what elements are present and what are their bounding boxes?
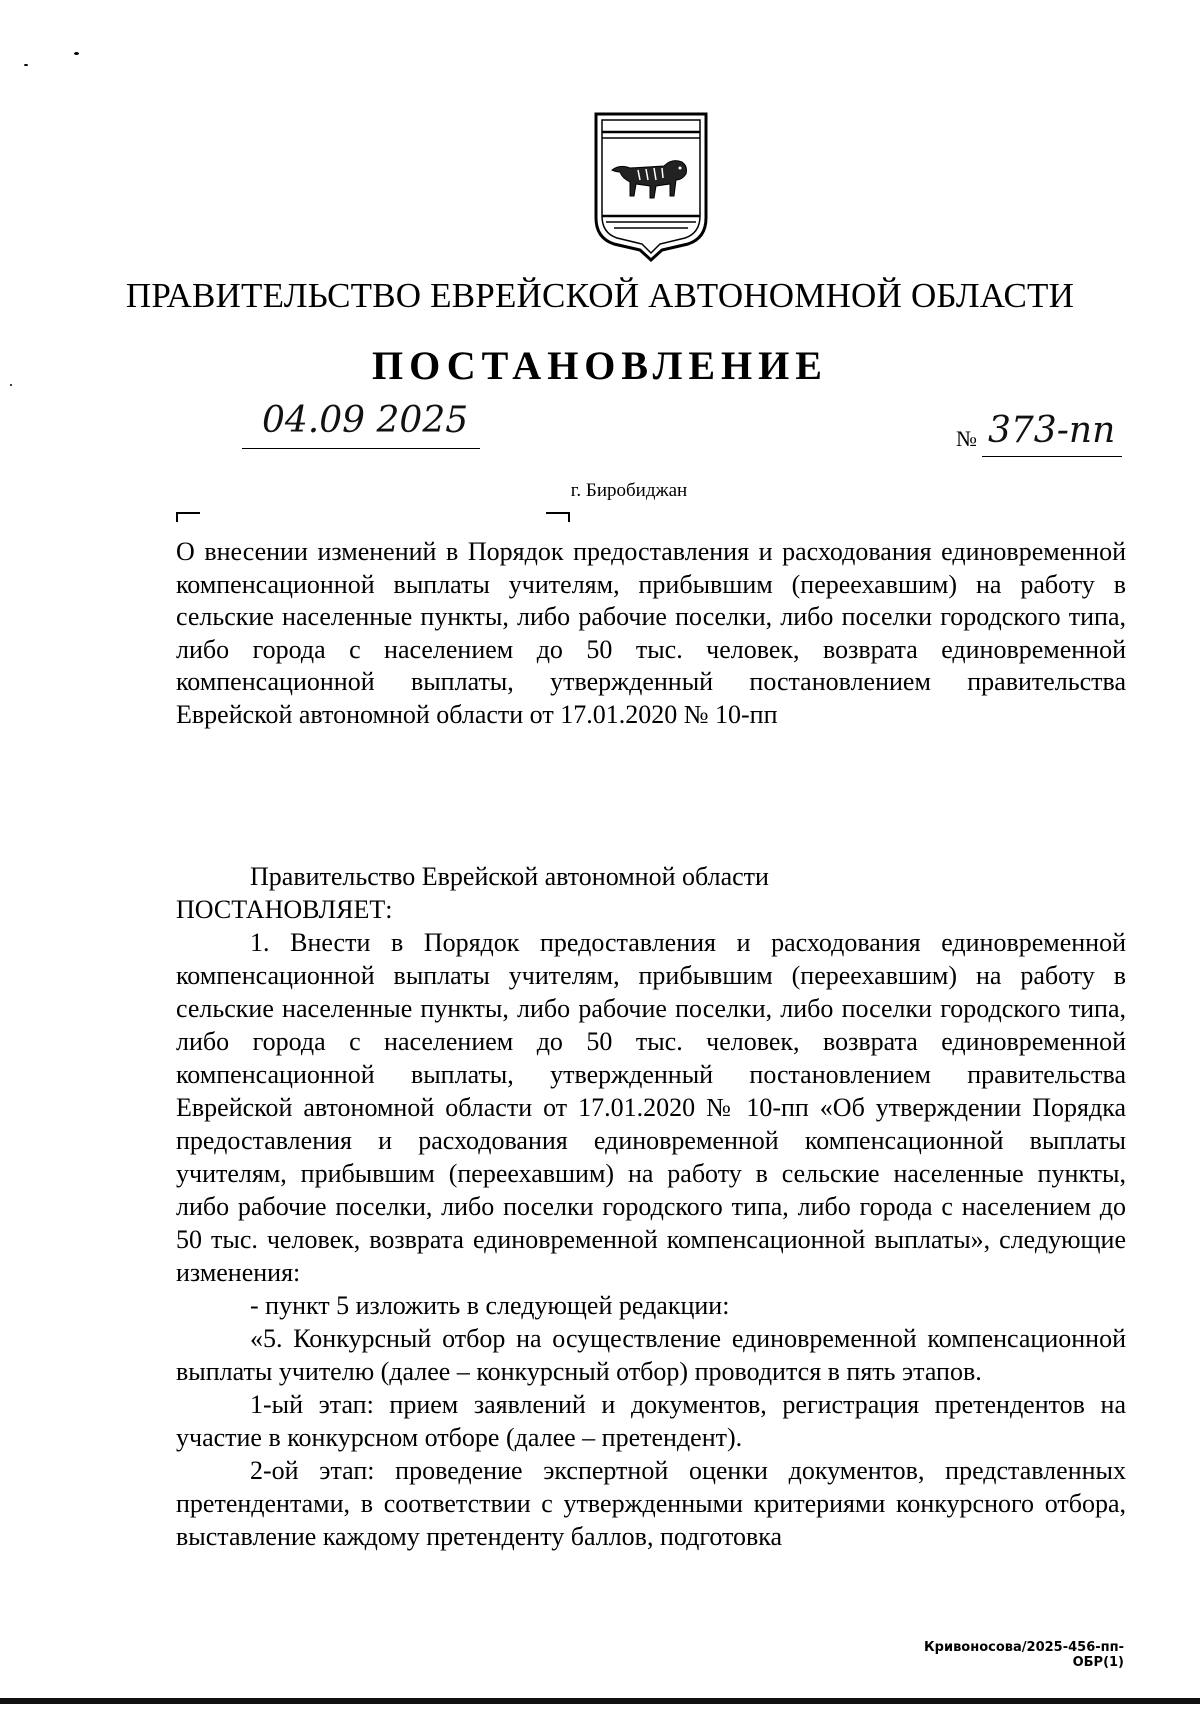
body-paragraph-stage-2: 2-ой этап: проведение экспертной оценки документов, представленных претендентами, в соответствии с утвержденными критериями конкурсного отбора, выставление каждому претенденту баллов, подготовка [176, 1456, 1126, 1551]
body-paragraph-resolves: ПОСТАНОВЛЯЕТ: [176, 895, 393, 924]
body-paragraph-clause-intro: - пункт 5 изложить в следующей редакции: [250, 1291, 730, 1320]
body-paragraph-stage-1: 1-ый этап: прием заявлений и документов, регистрация претендентов на участие в конкурсном отборе (далее – претендент). [176, 1390, 1126, 1452]
document-subject: О внесении изменений в Порядок предоставления и расходования единовременной компенсационной выплаты учителям, прибывшим (переехавшим) на работу в сельские населенные пункты, либо рабочие поселки, либо поселки городского типа, либо города с населением до 50 тыс. человек, возврата единовременной компенсационной выплаты, утвержденный постановлением правительства Еврейской автономной области от 17.01.2020 № 10-пп [176, 537, 1126, 729]
coat-of-arms-tiger-emblem [590, 110, 712, 262]
handwritten-number: 373-пп [988, 410, 1116, 451]
scan-border [0, 1698, 1200, 1704]
document-code: Кривоносова/2025-456-пп-ОБР(1) [924, 1640, 1124, 1670]
subject-corner-right [546, 512, 570, 522]
document-number-field [982, 410, 1122, 457]
government-title: ПРАВИТЕЛЬСТВО ЕВРЕЙСКОЙ АВТОНОМНОЙ ОБЛАСТИ [125, 276, 1075, 315]
subject-corner-left [176, 512, 200, 522]
city-name: г. Биробиджан [570, 480, 688, 501]
document-body [176, 860, 1126, 1553]
scan-speck [74, 52, 79, 55]
body-paragraph-clause-5: «5. Конкурсный отбор на осуществление единовременной компенсационной выплаты учителю (далее – конкурсный отбор) проводится в пять этапов. [176, 1324, 1126, 1386]
document-type-title: ПОСТАНОВЛЕНИЕ [372, 343, 828, 388]
body-paragraph-government: Правительство Еврейской автономной области [250, 862, 769, 891]
scan-speck [24, 64, 28, 66]
body-paragraph-item-1: 1. Внести в Порядок предоставления и расходования единовременной компенсационной выплаты учителям, прибывшим (переехавшим) на работу в сельские населенные пункты, либо рабочие поселки, либо поселки городского типа, либо города с населением до 50 тыс. человек, возврата единовременной компенсационной выплаты, утвержденный постановлением правительства Еврейской автономной области от 17.01.2020 № 10-пп «Об утверждении Порядка предоставления и расходования единовременной компенсационной выплаты учителям, прибывшим (переехавшим) на работу в сельские населенные пункты, либо рабочие поселки, либо поселки городского типа, либо города с населением до 50 тыс. человек, возврата единовременной компенсационной выплаты», следующие изменения: [176, 928, 1126, 1287]
handwritten-date: 04.09 2025 [262, 400, 469, 441]
scan-speck [10, 384, 12, 386]
date-field [242, 396, 480, 449]
number-sign: № [956, 426, 977, 451]
